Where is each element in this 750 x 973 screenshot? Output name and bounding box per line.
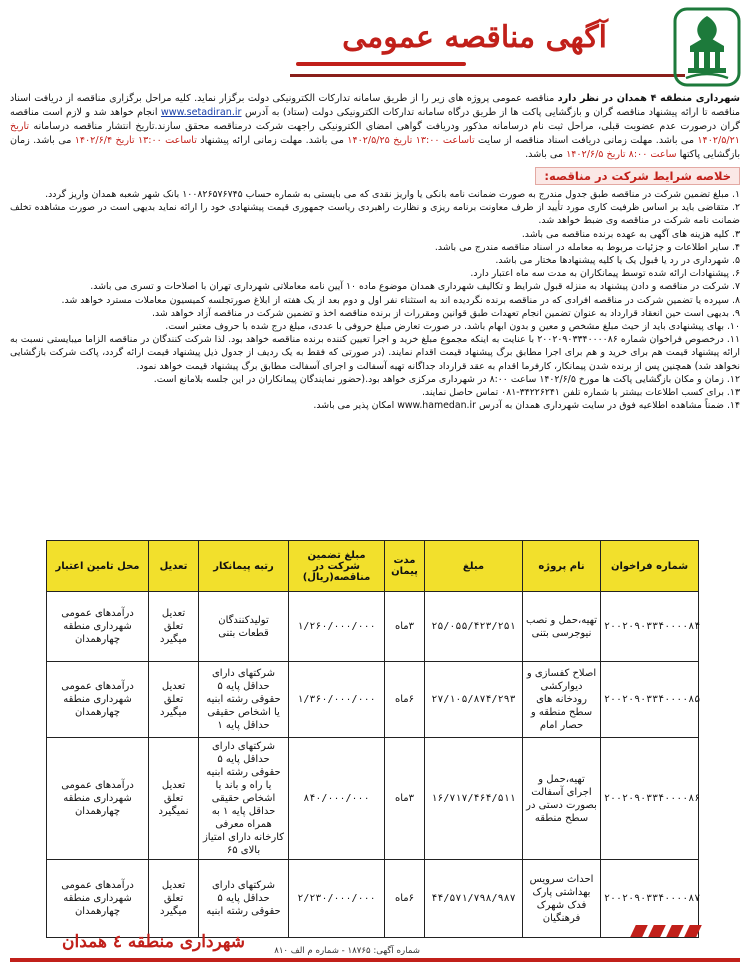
document-deadline: تاساعت ۱۳:۰۰ تاریخ ۱۴۰۲/۵/۲۵ — [347, 135, 475, 146]
bid-deadline: تاساعت ۱۳:۰۰ تاریخ ۱۴۰۲/۶/۴ — [74, 135, 197, 146]
adjustment-cell: تعدیل تعلق میگیرد — [149, 860, 199, 938]
intro-lead: شهرداری منطقه ۴ همدان در نظر دارد — [557, 93, 740, 104]
table-row — [47, 738, 699, 860]
project-name-cell: اصلاح کفسازی و دیوارکشی رودخانه های سطح منطقه و حصار امام — [523, 662, 601, 738]
project-name-cell: تهیه،حمل و اجرای آسفالت بصورت دستی در سطح منطقه — [523, 738, 601, 860]
condition-item: ۱۲. زمان و مکان بازگشایی پاکت ها مورخ ۱۴۰۲/۶/۵ ساعت ۸:۰۰ در شهرداری مرکزی خواهد بود.(حضور نمایندگان پیمانکاران در این جلسه بلامانع است. — [153, 373, 740, 385]
municipality-signature: شهرداری منطقه ٤ همدان — [62, 932, 245, 952]
condition-item: ۱. مبلغ تضمین شرکت در مناقصه طبق جدول مندرج به صورت ضمانت نامه بانکی یا واریز نقدی که می بایستی به شماره حساب ۱۰۰۸۲۶۵۷۶۷۴۵ بانک شهر شعبه همدان واریز گردد. — [45, 189, 740, 200]
table-header-row — [47, 541, 699, 592]
table-row — [47, 860, 699, 938]
col-header-adjustment: تعدیل — [149, 541, 199, 592]
condition-item: ۴. سایر اطلاعات و جزئیات مربوط به معامله در اسناد مناقصه مندرج می باشد. — [434, 241, 740, 253]
condition-item: ۲. متقاضی باید بر اساس ظرفیت کاری مورد تأیید از طرف معاونت برنامه ریزی و نظارت راهبردی ریاست جمهوری قیمت پیشنهادی خود را ارائه نماید بدیهی است در صورت مشاهده تخلف ضمانت نامه شرکت در مناقصه وی ضبط خواهد شد. — [10, 202, 740, 227]
decor-mark — [684, 925, 702, 937]
title-decoration — [296, 62, 466, 66]
col-header-guarantee: مبلغ تضمین شرکت در مناقصه(ریال) — [289, 541, 385, 592]
notice-meta: شماره آگهی: ۱۸۷۶۵ - شماره م الف ۸۱۰ — [274, 946, 420, 956]
guarantee-cell: ۸۴۰/۰۰۰/۰۰۰ — [289, 738, 385, 860]
adjustment-cell: تعدیل تعلق میگیرد — [149, 592, 199, 662]
funding-source-cell: درآمدهای عمومی شهرداری منطقه چهارهمدان — [47, 592, 149, 662]
condition-item: ۱۱. درخصوص فراخوان شماره ۲۰۰۲۰۹۰۳۳۴۰۰۰۰۸۶ با عنایت به اینکه مجموع مبلغ خرید و اجرا تعیین کننده برنده مناقصه خواهد بود. لذا شرکت کنندگان در مناقصه الزاما میبایستی نسبت به ارائه پیشنهاد قیمت هم برای خرید و هم برای اجرا مطابق برگ پیشنهاد قیمت اقدام نمایند. (در صورتی که فقط به یک ردیف از جدول ذیل پیشنهاد قیمت ارائه گردد، پاکت شرکت بازگشایی نخواهد شد) همچنین پس از برنده شدن پیمانکار، کارفرما اقدام به عقد قرارداد جداگانه تهیه آسفالت و اجرای آسفالت مطابق برگ پیشنهاد قیمت خواهد نمود. — [10, 334, 740, 372]
adjustment-cell: تعدیل تعلق نمیگیرد — [149, 738, 199, 860]
condition-item: ۸. سپرده یا تضمین شرکت در مناقصه افرادی که در مناقصه برنده نگردیده اند به استثناء نفر اول و دوم بعد از یک هفته از ابلاغ صورتجلسه کمیسیون معاملات مسترد خواهد شد. — [61, 294, 740, 306]
duration-cell: ۶ماه — [385, 662, 425, 738]
contractor-rank-cell: شرکتهای دارای حداقل پایه ۵ حقوقی رشته ابنیه — [199, 860, 289, 938]
condition-item: ۱۴. ضمناً مشاهده اطلاعیه فوق در سایت شهرداری همدان به آدرس www.hamedan.ir امکان پذیر می باشد. — [313, 400, 740, 412]
projects-table-wrapper — [46, 540, 701, 924]
amount-cell: ۱۶/۷۱۷/۴۶۴/۵۱۱ — [425, 738, 523, 860]
col-header-funding-source: محل تامین اعتبار — [47, 541, 149, 592]
contractor-rank-cell: شرکتهای دارای حداقل پایه ۵ حقوقی رشته ابنیه یا اشخاص حقیقی حداقل پایه ۱ — [199, 662, 289, 738]
condition-item: ۱۰. بهای پیشنهادی باید از حیث مبلغ مشخص و معین و بدون ابهام باشد. در صورت تعارض مبلغ حروفی با عددی، مبلغ درج شده با حروف معتبر است. — [165, 321, 740, 333]
contractor-rank-cell: شرکتهای دارای حداقل پایه ۵ حقوقی رشته ابنیه یا راه و باند یا اشخاص حقیقی حداقل پایه ۱ به همراه معرفی کارخانه دارای امتیاز بالای ۶۵ — [199, 738, 289, 860]
duration-cell: ۶ماه — [385, 860, 425, 938]
project-name-cell: احداث سرویس بهداشتی پارک فدک شهرک فرهنگیان — [523, 860, 601, 938]
condition-item: ۱۳. برای کسب اطلاعات بیشتر با شماره تلفن ۳۴۲۲۶۲۴۱-۰۸۱ تماس حاصل نمایند. — [421, 387, 740, 399]
condition-item: ۶. پیشنهادات ارائه شده توسط پیمانکاران به مدت سه ماه اعتبار دارد. — [470, 268, 740, 280]
projects-table — [46, 540, 699, 938]
amount-cell: ۲۵/۰۵۵/۴۲۳/۲۵۱ — [425, 592, 523, 662]
notice-title: آگهی مناقصه عمومی — [342, 20, 607, 55]
opening-date: ساعت ۸:۰۰ تاریخ ۱۴۰۲/۶/۵ — [566, 149, 677, 160]
intro-text-5: می باشد. زمان بازگشایی پاکتها — [10, 135, 740, 160]
guarantee-cell: ۱/۲۶۰/۰۰۰/۰۰۰ — [289, 592, 385, 662]
col-header-amount: مبلغ — [425, 541, 523, 592]
conditions-list — [10, 188, 740, 531]
decor-mark — [630, 925, 648, 937]
condition-item: ۷. شرکت در مناقصه و دادن پیشنهاد به منزله قبول شرایط و تکالیف شهرداری همدان موضوع ماده ۱۰ آیین نامه معاملاتی شهرداری تهران با اصلاحات و تسری می باشد. — [90, 281, 740, 293]
title-band — [290, 14, 685, 77]
decor-mark — [648, 925, 666, 937]
intro-text-3: می باشد. مهلت زمانی دریافت اسناد مناقصه از سایت — [478, 135, 695, 146]
decor-mark — [666, 925, 684, 937]
funding-source-cell: درآمدهای عمومی شهرداری منطقه چهارهمدان — [47, 860, 149, 938]
table-row — [47, 662, 699, 738]
notice-header — [0, 0, 750, 92]
conditions-title: خلاصه شرایط شرکت در مناقصه: — [535, 167, 740, 185]
condition-item: ۳. کلیه هزینه های آگهی به عهده برنده مناقصه می باشد. — [521, 228, 740, 240]
funding-source-cell: درآمدهای عمومی شهرداری منطقه چهارهمدان — [47, 738, 149, 860]
amount-cell: ۲۷/۱۰۵/۸۷۴/۲۹۳ — [425, 662, 523, 738]
col-header-call-number: شماره فراخوان — [601, 541, 699, 592]
condition-item: ۹. بدیهی است حین انعقاد قرارداد به عنوان تضمین انجام تعهدات طبق قوانین ومقررات از برنده مناقصه اخذ و تضمین شرکت در مناقصه آزاد خواهد شد. — [152, 307, 740, 319]
adjustment-cell: تعدیل تعلق میگیرد — [149, 662, 199, 738]
amount-cell: ۴۴/۵۷۱/۷۹۸/۹۸۷ — [425, 860, 523, 938]
publish-date: تاریخ ۱۴۰۲/۵/۲۱ — [10, 121, 740, 146]
intro-text-1: مناقصه عمومی پروژه های زیر را از طریق سامانه تدارکات الکترونیکی دولت برگزار نماید. کلیه مراحل برگزاری مناقصه از دریافت اسناد مناقصه تا ارائه پیشنهاد مناقصه گران و بازگشایی پاکت ها از طریق درگاه سامانه تدارکات الکترونیکی دولت (ستاد) به آدرس — [10, 93, 740, 118]
call-number-cell: ۲۰۰۲۰۹۰۳۳۴۰۰۰۰۸۴ — [601, 592, 699, 662]
duration-cell: ۳ماه — [385, 738, 425, 860]
col-header-contractor-rank: رتبه پیمانکار — [199, 541, 289, 592]
footer-rule — [10, 958, 740, 962]
funding-source-cell: درآمدهای عمومی شهرداری منطقه چهارهمدان — [47, 662, 149, 738]
setad-link[interactable]: www.setadiran.ir — [160, 107, 242, 118]
intro-text-2: انجام خواهد شد و لازم است مناقصه گران درصورت عدم عضویت قبلی، مراحل ثبت نام درسامانه مذکور ودریافت گواهی امضای الکترونیکی راجهت شرکت درمناقصه محقق سازند.تاریخ انتشار مناقصه درسامانه — [10, 107, 740, 132]
guarantee-cell: ۱/۳۶۰/۰۰۰/۰۰۰ — [289, 662, 385, 738]
guarantee-cell: ۲/۲۳۰/۰۰۰/۰۰۰ — [289, 860, 385, 938]
call-number-cell: ۲۰۰۲۰۹۰۳۳۴۰۰۰۰۸۷ — [601, 860, 699, 938]
col-header-project-name: نام پروژه — [523, 541, 601, 592]
call-number-cell: ۲۰۰۲۰۹۰۳۳۴۰۰۰۰۸۵ — [601, 662, 699, 738]
project-name-cell: تهیه،حمل و نصب نیوجرسی بتنی — [523, 592, 601, 662]
footer-decoration — [630, 922, 740, 952]
table-row — [47, 592, 699, 662]
intro-text-6: می باشد. — [525, 149, 564, 160]
contractor-rank-cell: تولیدکنندگان قطعات بتنی — [199, 592, 289, 662]
municipality-logo-icon — [672, 6, 742, 88]
intro-text-4: می باشد. مهلت زمانی ارائه پیشنهاد — [200, 135, 344, 146]
intro-paragraph — [10, 92, 740, 162]
duration-cell: ۳ماه — [385, 592, 425, 662]
call-number-cell: ۲۰۰۲۰۹۰۳۳۴۰۰۰۰۸۶ — [601, 738, 699, 860]
condition-item: ۵. شهرداری در رد یا قبول یک یا کلیه پیشنهادها مختار می باشد. — [495, 255, 740, 267]
col-header-duration: مدت پیمان — [385, 541, 425, 592]
